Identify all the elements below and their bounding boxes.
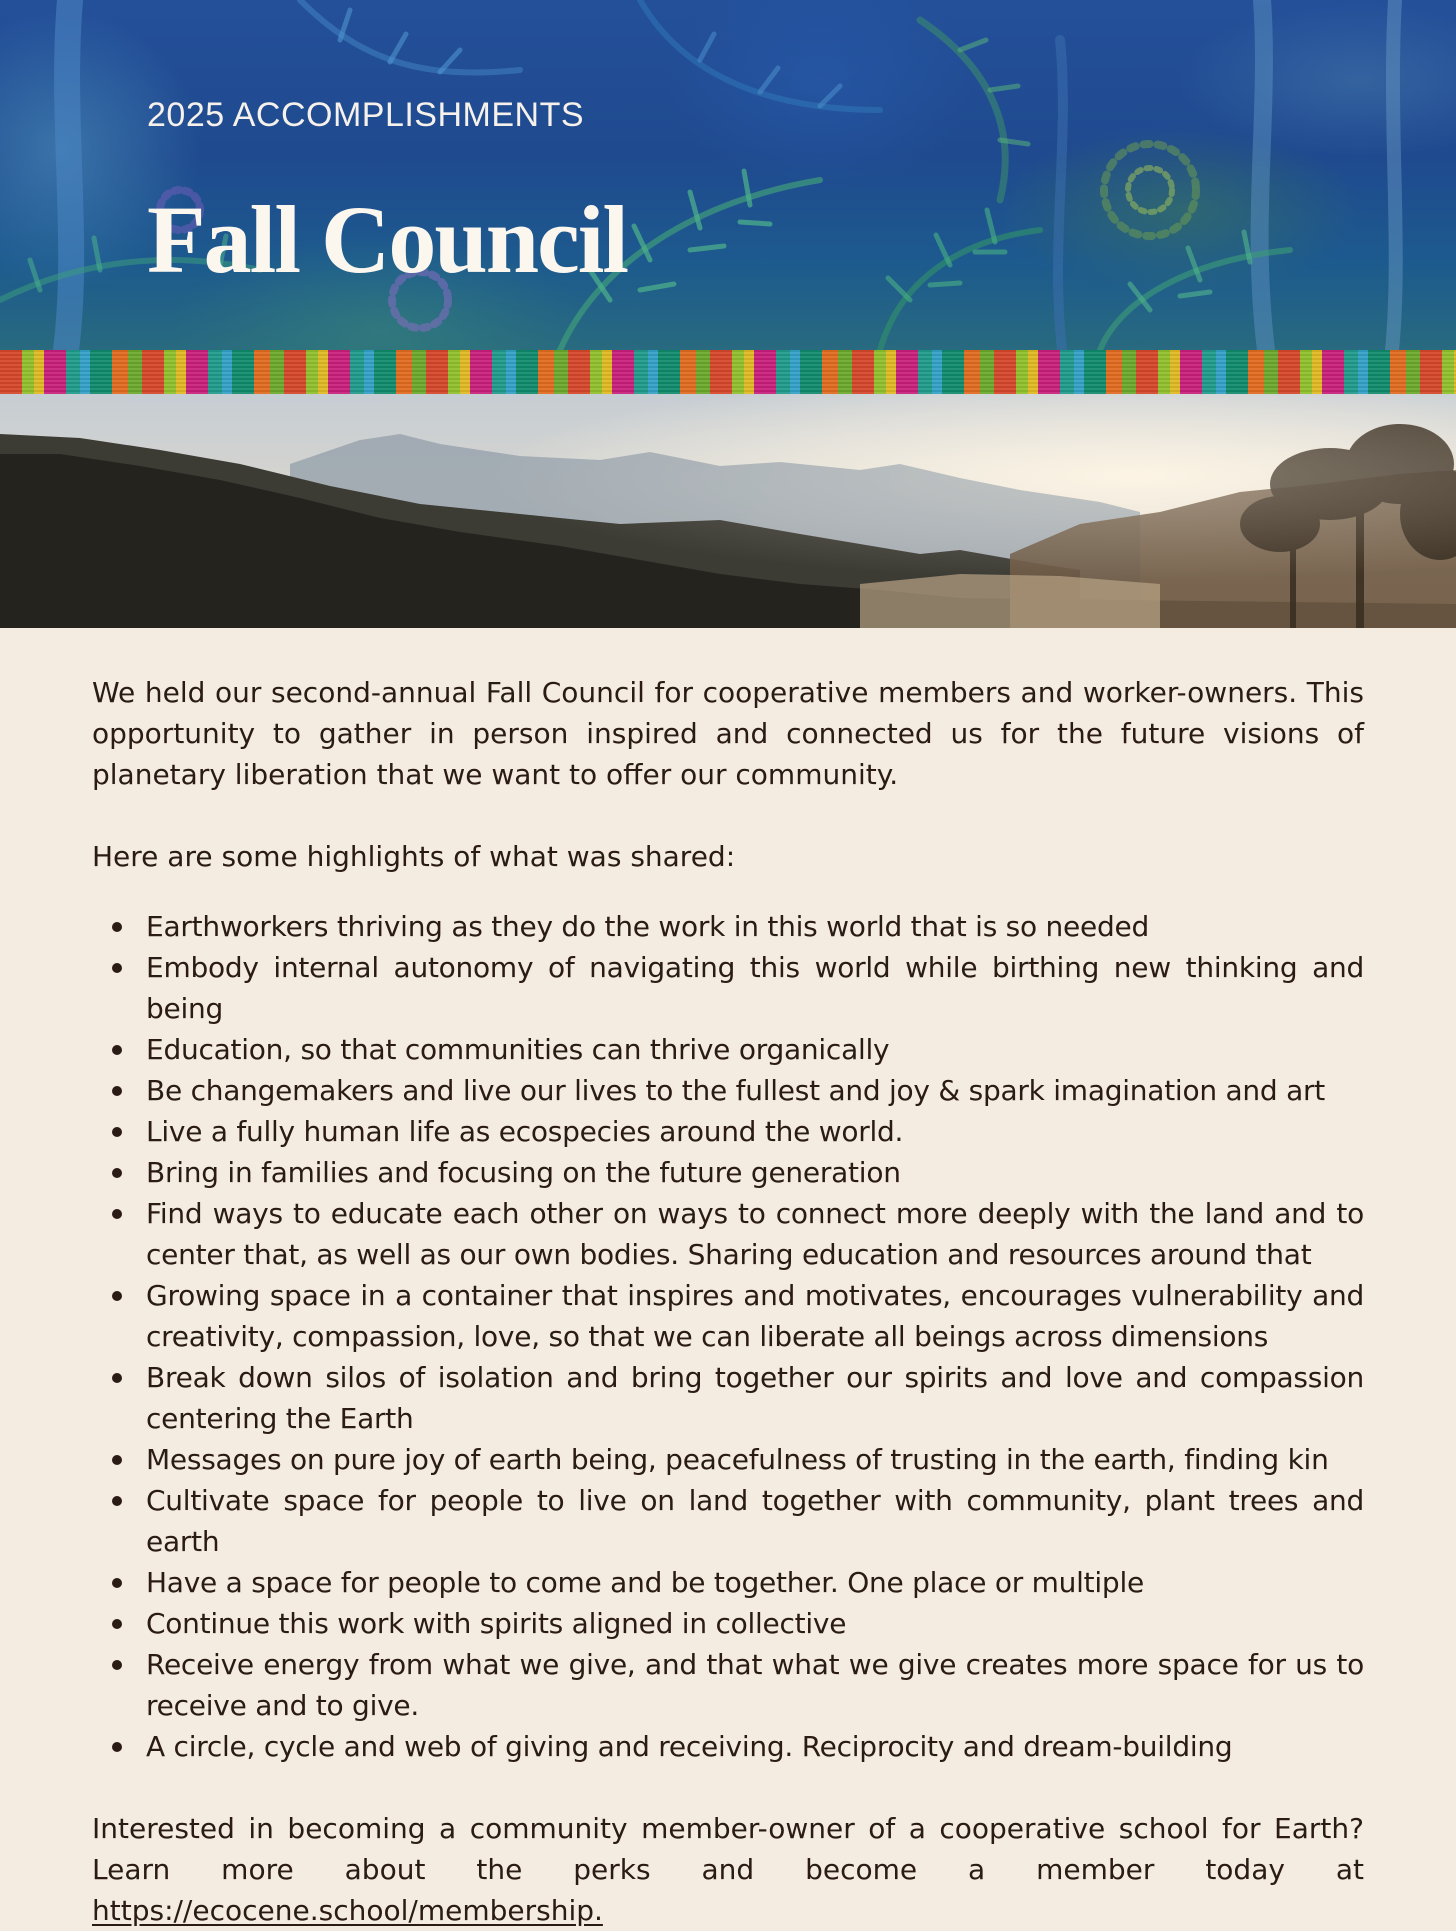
mountain-landscape-drawing — [0, 394, 1456, 628]
list-item: Earthworkers thriving as they do the work in this world that is so needed — [92, 906, 1364, 947]
article-body — [92, 672, 1364, 1931]
list-item: Growing space in a container that inspires and motivates, encourages vulnerability and creativity, compassion, love, so that we can liberate all beings across dimensions — [92, 1275, 1364, 1357]
page-title: Fall Council — [147, 186, 628, 293]
intro-paragraph: We held our second-annual Fall Council for cooperative members and worker-owners. This opportunity to gather in person inspired and connected us for the future visions of planetary liberation that we want to offer our community. — [92, 676, 1364, 791]
list-item: Have a space for people to come and be together. One place or multiple — [92, 1562, 1364, 1603]
list-item: Education, so that communities can thrive organically — [92, 1029, 1364, 1070]
woven-stripe-band — [0, 350, 1456, 394]
list-item: A circle, cycle and web of giving and receiving. Reciprocity and dream-building — [92, 1726, 1364, 1767]
cta-text: Interested in becoming a community member-owner of a cooperative school for Earth? Learn more about the perks and become a member today at — [92, 1812, 1364, 1886]
list-item: Messages on pure joy of earth being, peacefulness of trusting in the earth, finding kin — [92, 1439, 1364, 1480]
foliage-painting-image — [0, 0, 1456, 350]
membership-cta — [92, 1808, 1364, 1931]
list-item: Cultivate space for people to live on land together with community, plant trees and earth — [92, 1480, 1364, 1562]
list-item: Continue this work with spirits aligned in collective — [92, 1603, 1364, 1644]
list-item: Live a fully human life as ecospecies around the world. — [92, 1111, 1364, 1152]
highlights-list — [92, 906, 1364, 1767]
mountain-landscape-image — [0, 394, 1456, 628]
header-banner — [0, 0, 1456, 350]
list-item: Embody internal autonomy of navigating this world while birthing new thinking and being — [92, 947, 1364, 1029]
list-item: Be changemakers and live our lives to the fullest and joy & spark imagination and art — [92, 1070, 1364, 1111]
list-item: Break down silos of isolation and bring together our spirits and love and compassion centering the Earth — [92, 1357, 1364, 1439]
list-item: Receive energy from what we give, and that what we give creates more space for us to receive and to give. — [92, 1644, 1364, 1726]
section-kicker: 2025 ACCOMPLISHMENTS — [147, 96, 585, 134]
list-item: Bring in families and focusing on the future generation — [92, 1152, 1364, 1193]
highlights-lead: Here are some highlights of what was shared: — [92, 840, 736, 873]
list-item: Find ways to educate each other on ways to connect more deeply with the land and to center that, as well as our own bodies. Sharing education and resources around that — [92, 1193, 1364, 1275]
membership-link[interactable]: https://ecocene.school/membership. — [92, 1894, 603, 1927]
